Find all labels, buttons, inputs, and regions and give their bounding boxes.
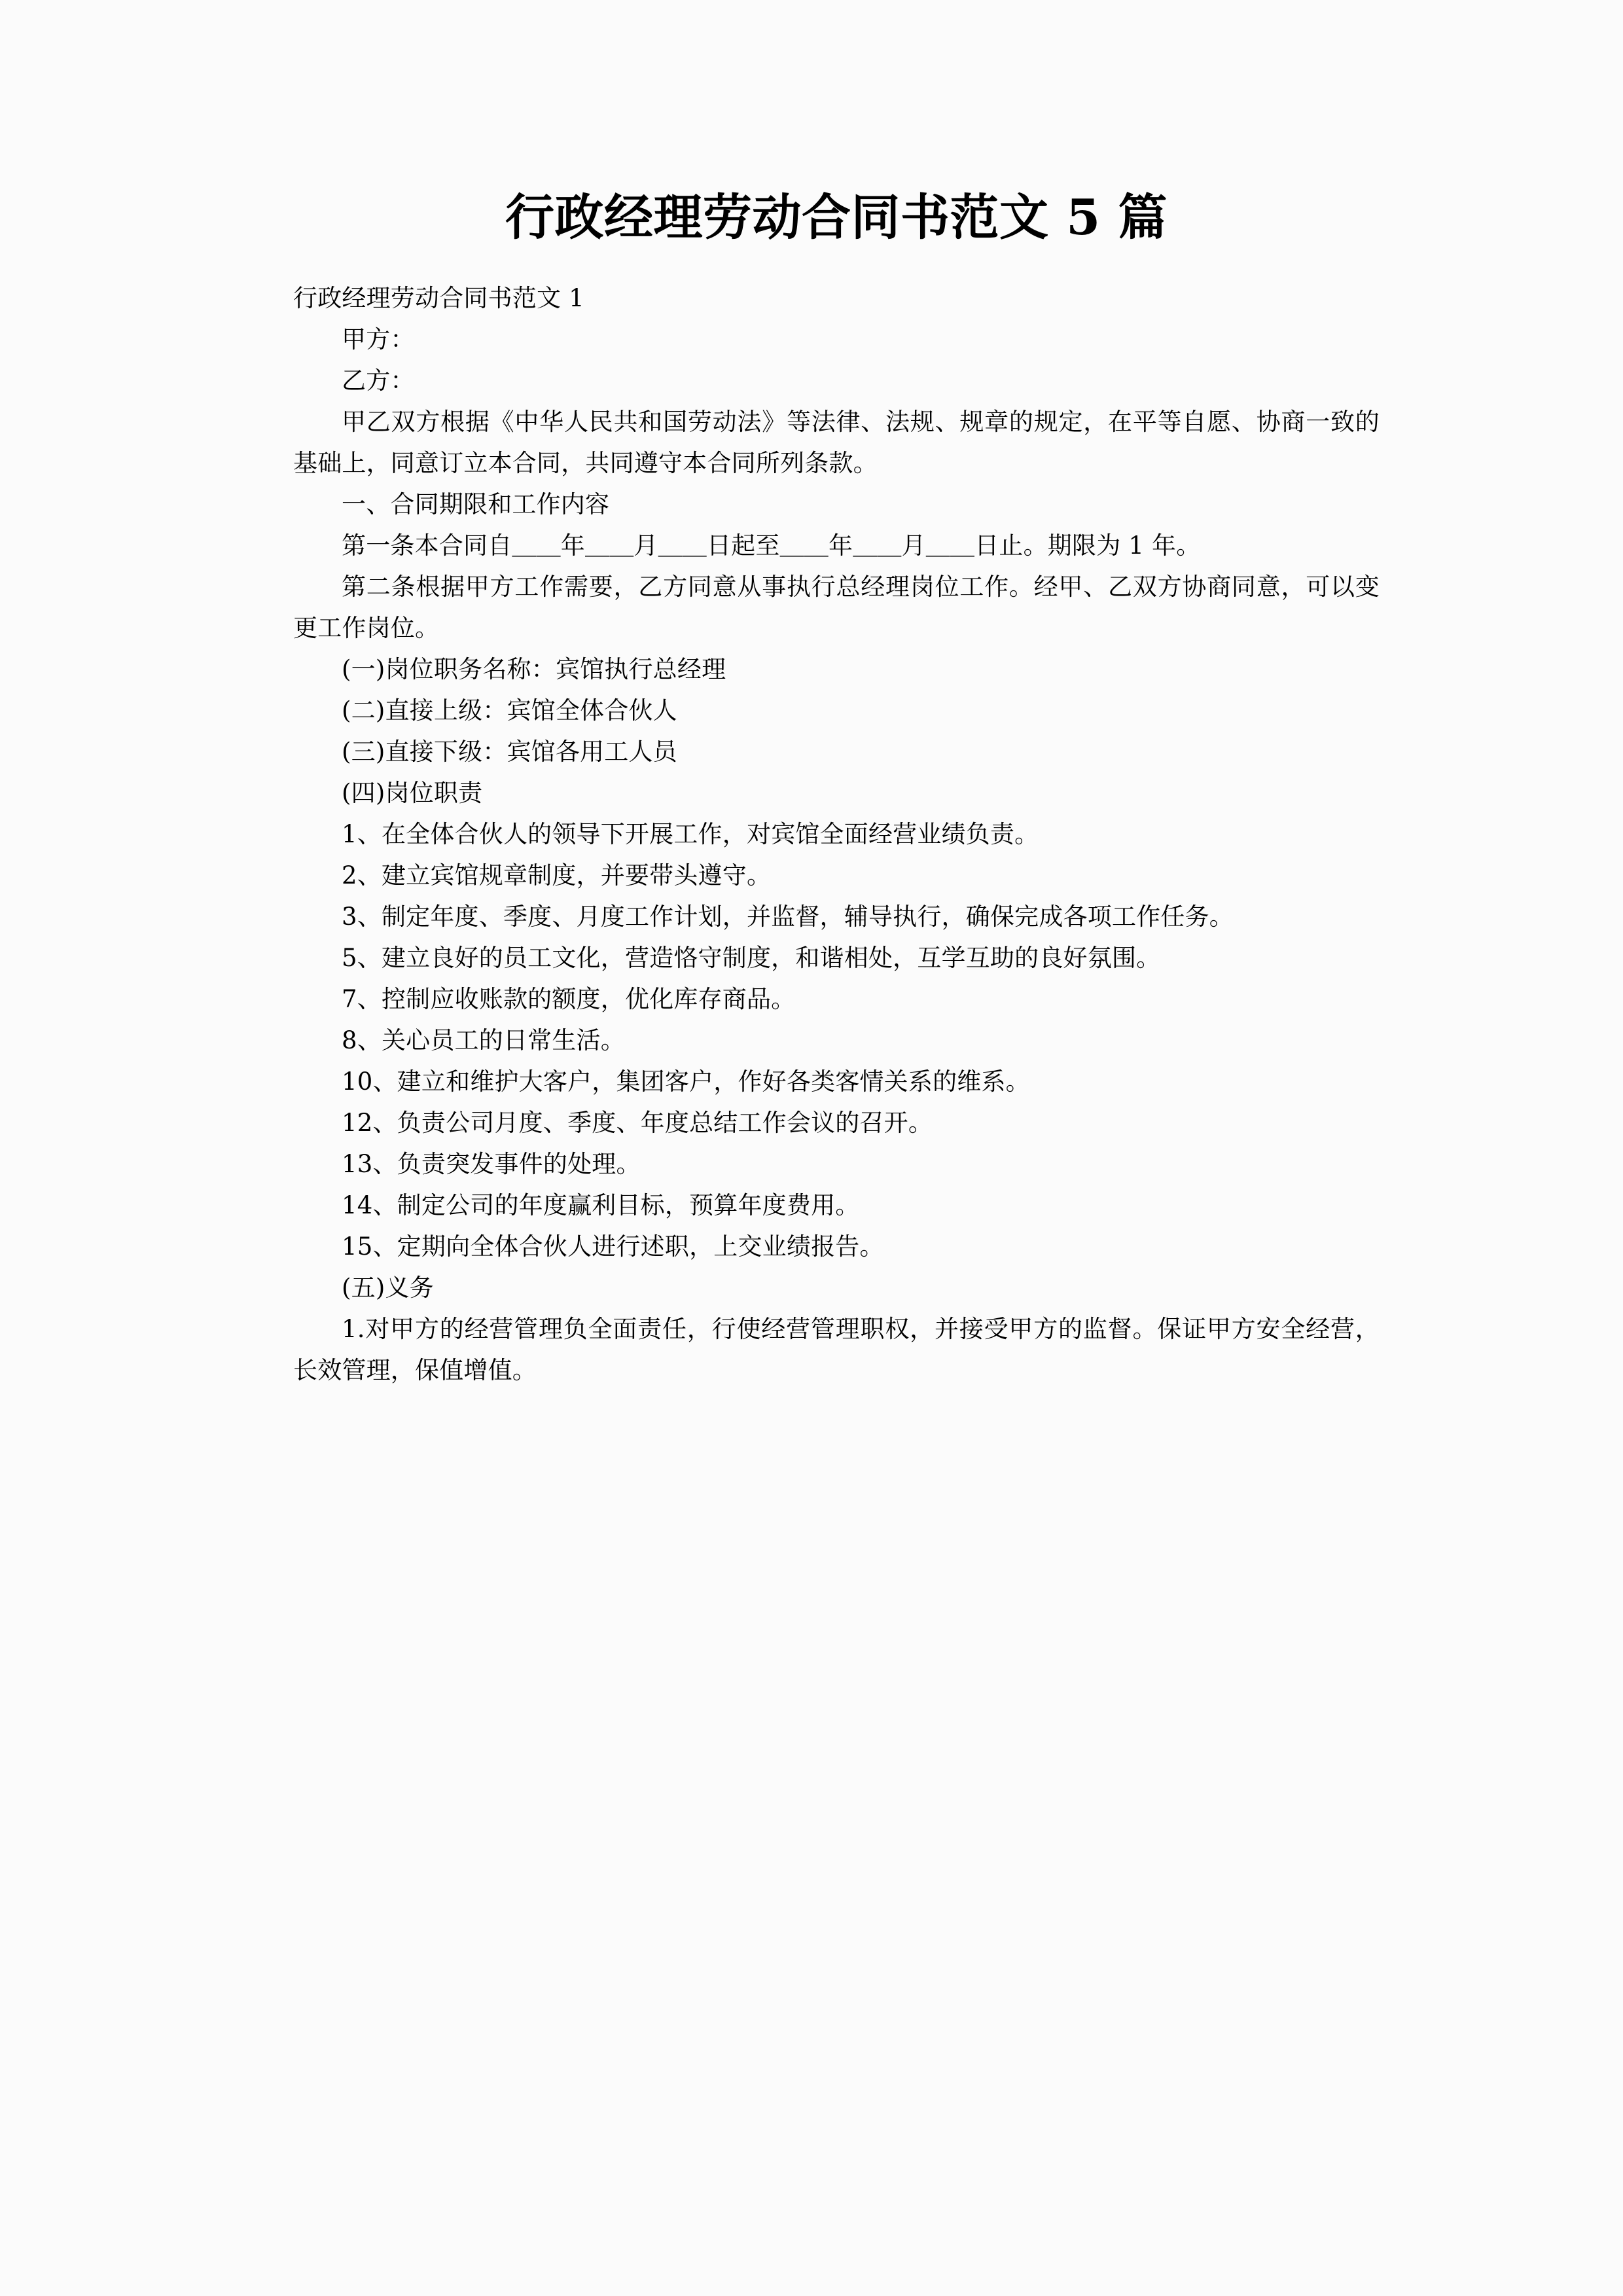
paragraph-duty-3: 3、制定年度、季度、月度工作计划，并监督，辅导执行，确保完成各项工作任务。 bbox=[342, 902, 1234, 931]
document-content bbox=[293, 0, 1380, 1391]
paragraph-duty-13: 13、负责突发事件的处理。 bbox=[342, 1149, 641, 1178]
paragraph-party-b: 乙方： bbox=[342, 366, 415, 395]
paragraph-article-2: 第二条根据甲方工作需要，乙方同意从事执行总经理岗位工作。经甲、乙双方协商同意，可以变更工作岗位。 bbox=[293, 572, 1380, 642]
page-title: 行政经理劳动合同书范文 5 篇 bbox=[505, 188, 1168, 246]
paragraph-duty-1: 1、在全体合伙人的领导下开展工作，对宾馆全面经营业绩负责。 bbox=[342, 819, 1039, 848]
paragraph-position-title: (一)岗位职务名称：宾馆执行总经理 bbox=[342, 655, 726, 683]
paragraph-job-responsibilities-heading: (四)岗位职责 bbox=[342, 778, 483, 807]
document-subtitle: 行政经理劳动合同书范文 1 bbox=[293, 283, 584, 312]
paragraph-duty-5: 5、建立良好的员工文化，营造恪守制度，和谐相处，互学互助的良好氛围。 bbox=[342, 943, 1161, 972]
paragraph-duty-15: 15、定期向全体合伙人进行述职，上交业绩报告。 bbox=[342, 1232, 884, 1261]
paragraph-obligation-1: 1.对甲方的经营管理负全面责任，行使经营管理职权，并接受甲方的监督。保证甲方安全经营，长效管理，保值增值。 bbox=[293, 1314, 1380, 1384]
paragraph-obligations-heading: (五)义务 bbox=[342, 1273, 434, 1302]
paragraph-duty-14: 14、制定公司的年度赢利目标，预算年度费用。 bbox=[342, 1191, 860, 1219]
paragraph-direct-subordinates: (三)直接下级：宾馆各用工人员 bbox=[342, 737, 677, 766]
paragraph-duty-10: 10、建立和维护大客户，集团客户，作好各类客情关系的维系。 bbox=[342, 1067, 1030, 1096]
paragraph-article-1: 第一条本合同自＿＿年＿＿月＿＿日起至＿＿年＿＿月＿＿日止。期限为 1 年。 bbox=[342, 531, 1201, 560]
paragraph-duty-2: 2、建立宾馆规章制度，并要带头遵守。 bbox=[342, 861, 772, 889]
section-heading-term-and-duties: 一、合同期限和工作内容 bbox=[342, 490, 610, 518]
paragraph-party-a: 甲方： bbox=[342, 325, 415, 353]
paragraph-direct-supervisor: (二)直接上级：宾馆全体合伙人 bbox=[342, 696, 677, 725]
title-spacer bbox=[293, 249, 1380, 278]
paragraph-duty-8: 8、关心员工的日常生活。 bbox=[342, 1026, 625, 1054]
paragraph-legal-basis: 甲乙双方根据《中华人民共和国劳动法》等法律、法规、规章的规定，在平等自愿、协商一致的基础上，同意订立本合同，共同遵守本合同所列条款。 bbox=[293, 407, 1380, 477]
paragraph-duty-12: 12、负责公司月度、季度、年度总结工作会议的召开。 bbox=[342, 1108, 933, 1137]
paragraph-duty-7: 7、控制应收账款的额度，优化库存商品。 bbox=[342, 984, 796, 1013]
